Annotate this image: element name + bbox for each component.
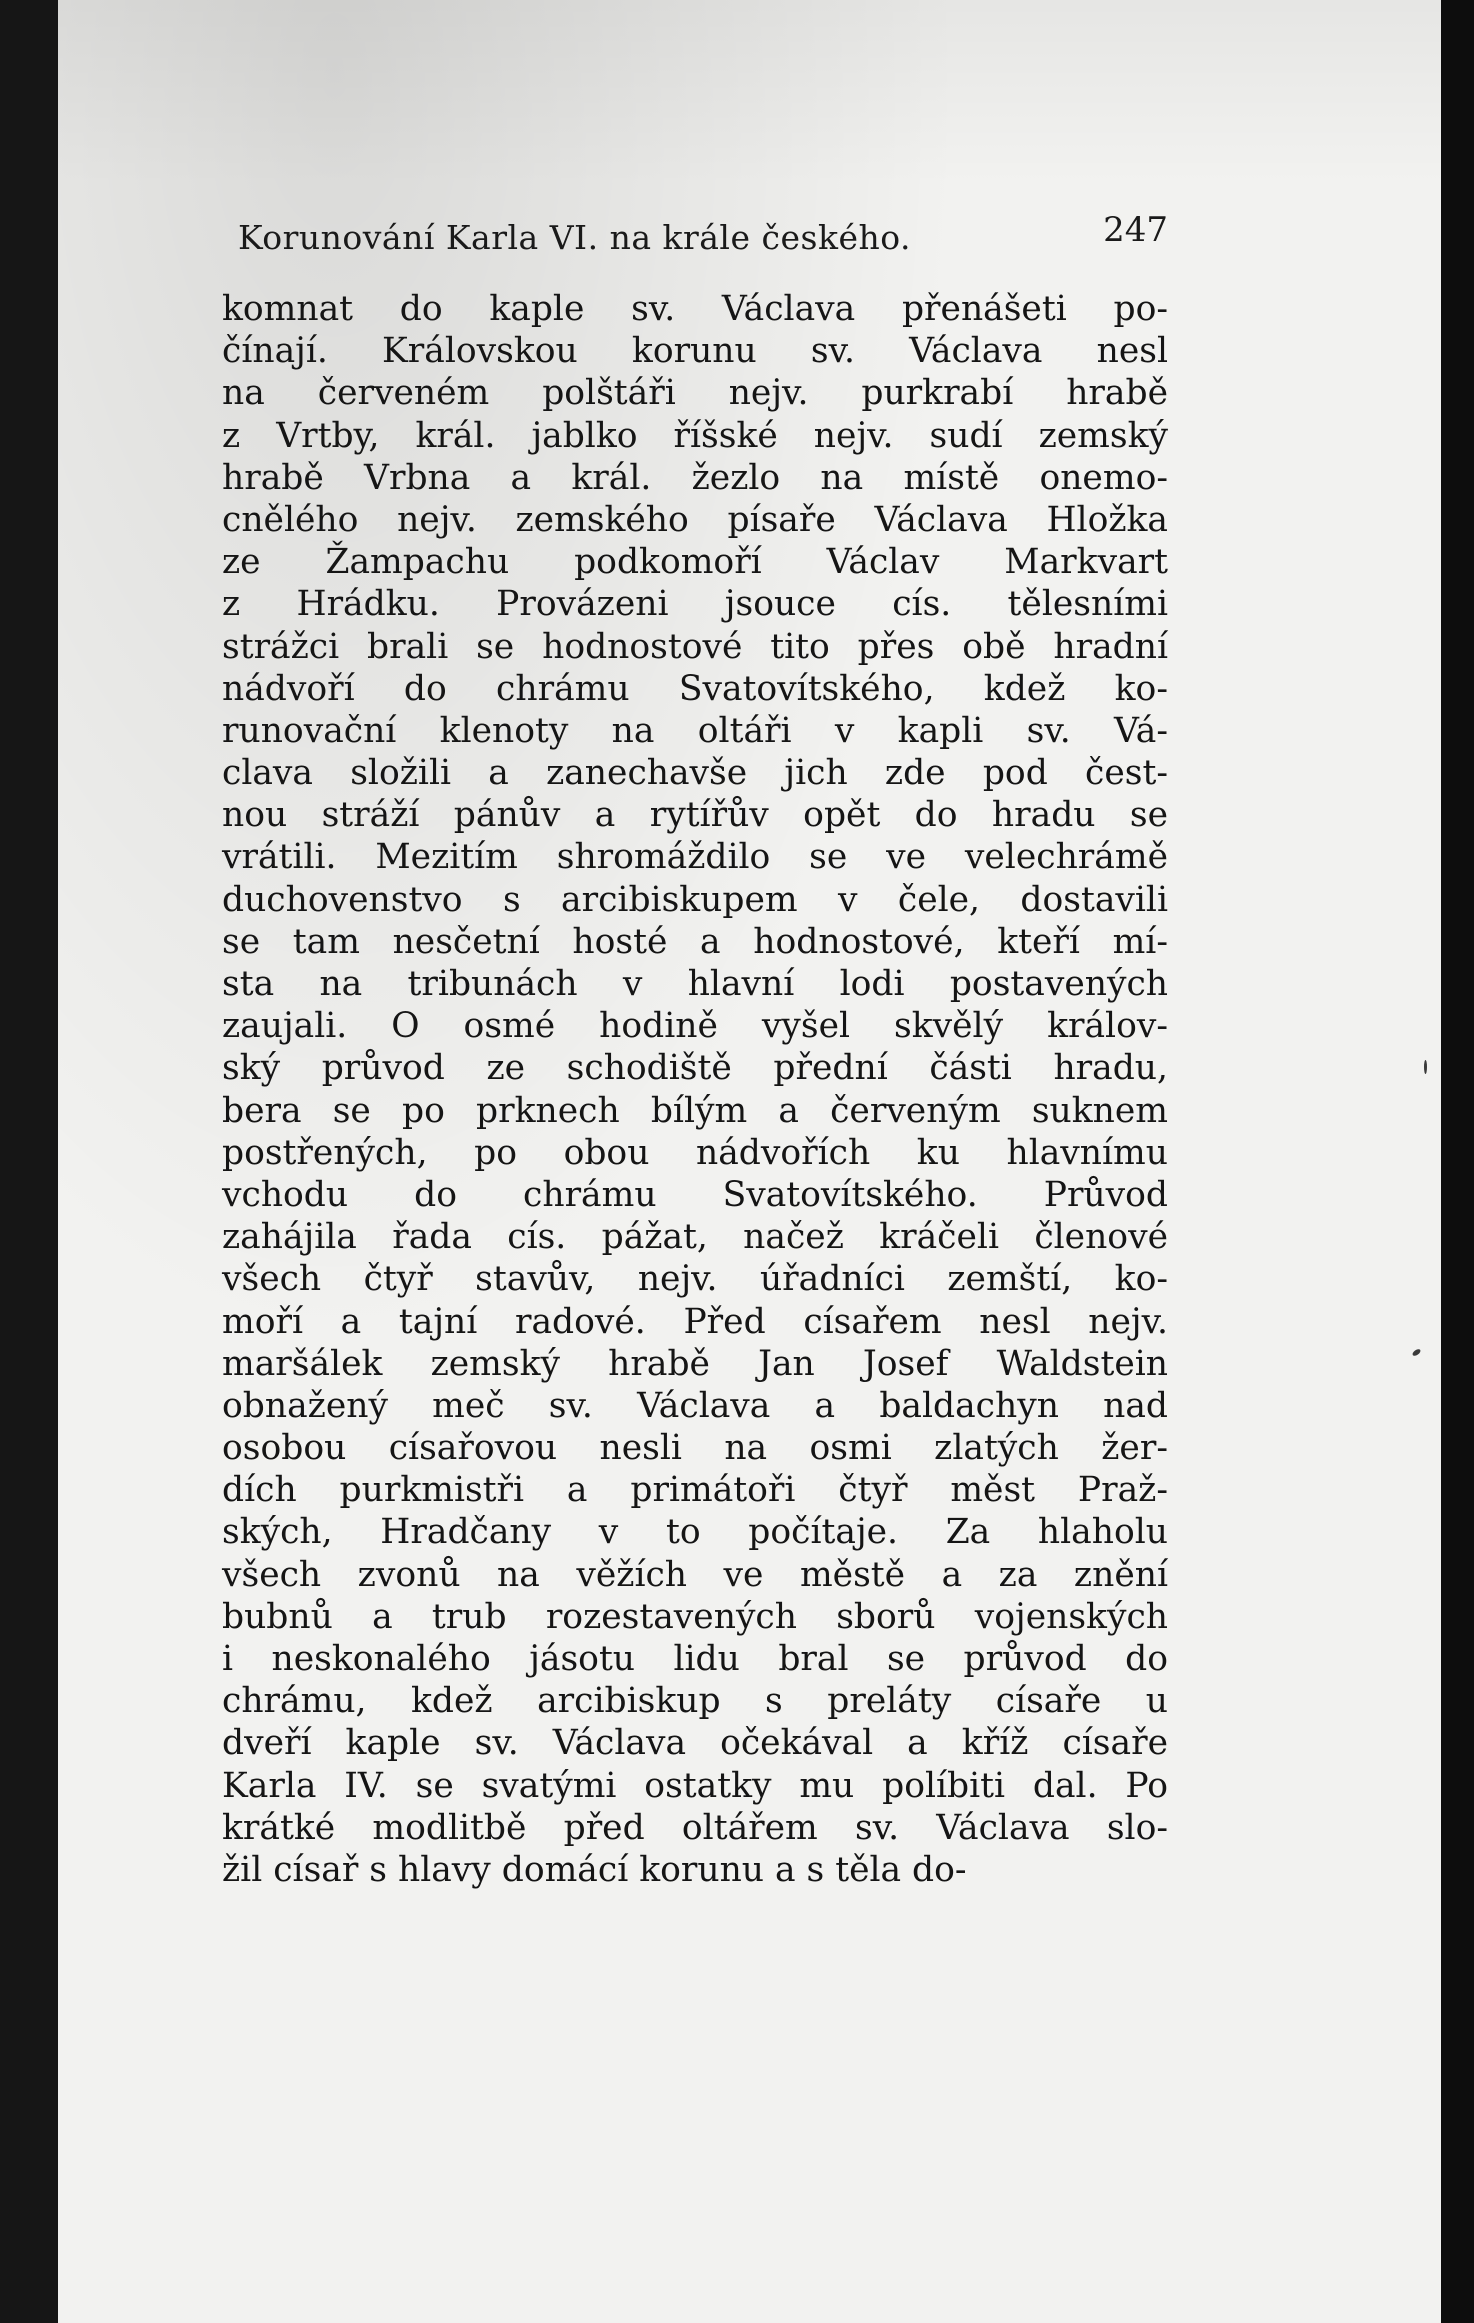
text-line: krátké modlitbě před oltářem sv. Václava slo- xyxy=(222,1807,1168,1848)
text-line: bubnů a trub rozestavených sborů vojenských xyxy=(222,1596,1168,1637)
body-text xyxy=(222,288,1168,1891)
text-line: i neskonalého jásotu lidu bral se průvod do xyxy=(222,1639,1168,1679)
text-line: žil císař s hlavy domácí korunu a s těla do- xyxy=(222,1849,967,1890)
text-line: nádvoří do chrámu Svatovítského, kdež ko- xyxy=(222,668,1168,709)
text-line: z Hrádku. Provázeni jsouce cís. tělesními xyxy=(222,584,1168,625)
text-line: clava složili a zanechavše jich zde pod čest- xyxy=(222,753,1168,794)
text-line: se tam nesčetní hosté a hodnostové, kteří mí- xyxy=(222,921,1168,962)
text-line: duchovenstvo s arcibiskupem v čele, dostavili xyxy=(222,879,1168,920)
text-line: bera se po prknech bílým a červeným suknem xyxy=(222,1090,1168,1131)
text-line: cnělého nejv. zemského písaře Václava Hložka xyxy=(222,499,1168,540)
scan-right-border xyxy=(1441,0,1474,2323)
text-line: komnat do kaple sv. Václava přenášeti po- xyxy=(222,289,1168,329)
text-line: maršálek zemský hrabě Jan Josef Waldstein xyxy=(222,1343,1168,1384)
text-line: moří a tajní radové. Před císařem nesl nejv. xyxy=(222,1301,1168,1342)
text-line: osobou císařovou nesli na osmi zlatých žer- xyxy=(222,1428,1168,1469)
text-line: chrámu, kdež arcibiskup s preláty císaře u xyxy=(222,1681,1168,1722)
text-line: vchodu do chrámu Svatovítského. Průvod xyxy=(222,1174,1168,1215)
text-line: runovační klenoty na oltáři v kapli sv. Vá- xyxy=(222,710,1168,751)
text-line: zaujali. O osmé hodině vyšel skvělý králov- xyxy=(222,1006,1168,1047)
text-line: Karla IV. se svatými ostatky mu políbiti dal. Po xyxy=(222,1765,1168,1806)
page-number: 247 xyxy=(1103,210,1168,250)
text-line: dích purkmistři a primátoři čtyř měst Praž- xyxy=(222,1470,1168,1511)
text-line: hrabě Vrbna a král. žezlo na místě onemo- xyxy=(222,457,1168,498)
text-line: na červeném polštáři nejv. purkrabí hrabě xyxy=(222,373,1168,414)
running-title: Korunování Karla VI. na krále českého. xyxy=(238,218,912,257)
text-line: dveří kaple sv. Václava očekával a kříž císaře xyxy=(222,1723,1168,1764)
scan-left-border xyxy=(0,0,58,2323)
text-line: ský průvod ze schodiště přední části hradu, xyxy=(222,1048,1168,1089)
text-line: z Vrtby, král. jablko říšské nejv. sudí zemský xyxy=(222,415,1168,456)
text-line: nou stráží pánův a rytířův opět do hradu se xyxy=(222,795,1168,836)
text-line: strážci brali se hodnostové tito přes obě hradní xyxy=(222,626,1168,667)
text-line: obnažený meč sv. Václava a baldachyn nad xyxy=(222,1385,1168,1426)
text-line: vrátili. Mezitím shromáždilo se ve velechrámě xyxy=(222,837,1168,878)
text-line: ze Žampachu podkomoří Václav Markvart xyxy=(222,542,1168,583)
text-line: všech zvonů na věžích ve městě a za znění xyxy=(222,1554,1168,1595)
text-line: všech čtyř stavův, nejv. úřadníci zemští, ko- xyxy=(222,1259,1168,1300)
text-line: postřených, po obou nádvořích ku hlavnímu xyxy=(222,1132,1168,1173)
text-line: zahájila řada cís. pážat, načež kráčeli členové xyxy=(222,1217,1168,1258)
text-line: ských, Hradčany v to počítaje. Za hlaholu xyxy=(222,1512,1168,1553)
text-line: čínají. Královskou korunu sv. Václava nesl xyxy=(222,331,1168,372)
page-header xyxy=(238,210,1168,270)
scan-speck xyxy=(1424,1060,1427,1074)
text-line: sta na tribunách v hlavní lodi postavených xyxy=(222,964,1168,1004)
